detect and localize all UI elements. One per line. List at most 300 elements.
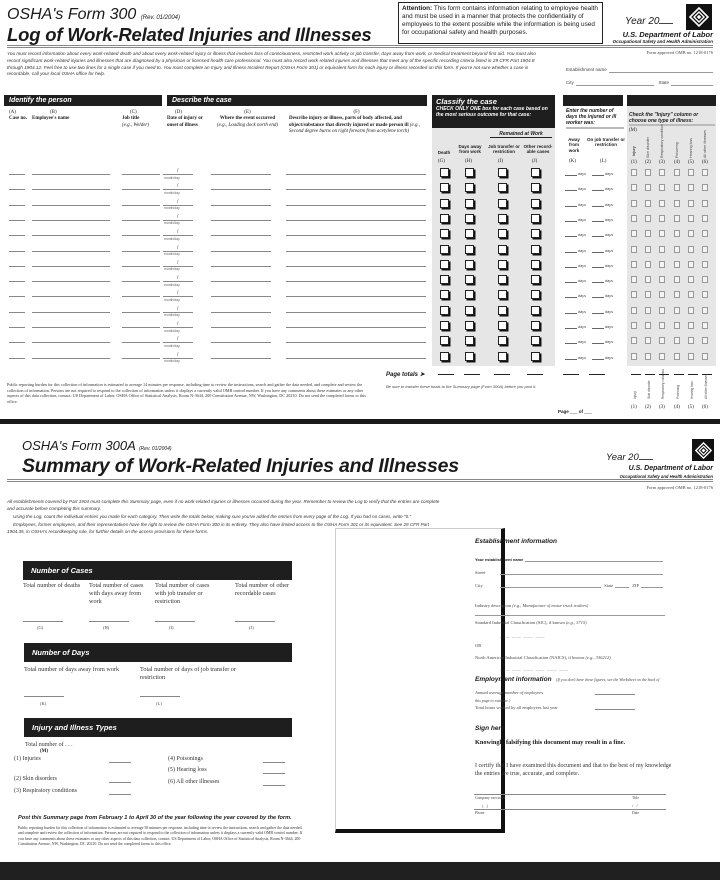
job-transfer-checkbox[interactable] — [498, 321, 507, 330]
illness-type-code: (6) — [702, 160, 708, 165]
illness-type-checkbox[interactable] — [674, 322, 680, 329]
intro-para-3: Employees, former employees, and their representatives have the right to review the OSHA Form 300 in its entirety. They also have limited access to the OSHA Form 301 or its equivalent. See 29 CFR Part 1904.35, in OSHA's recordkeeping rule, for further details on the access provisions for these forms. — [7, 521, 430, 534]
col-code: (A) — [9, 110, 16, 115]
death-checkbox[interactable] — [440, 290, 449, 299]
city-state-field[interactable] — [566, 80, 713, 86]
job-transfer-checkbox[interactable] — [498, 183, 507, 192]
job-title-field[interactable] — [122, 342, 160, 343]
illness-type-checkbox[interactable] — [659, 169, 665, 176]
days-restricted-field[interactable] — [592, 229, 618, 237]
illness-type-checkbox[interactable] — [659, 261, 665, 268]
illness-type-checkbox[interactable] — [688, 246, 694, 253]
days-total-field[interactable] — [24, 696, 64, 697]
illness-type-checkbox[interactable] — [631, 246, 637, 253]
job-title-field[interactable] — [122, 281, 160, 282]
year-field-300a[interactable] — [606, 452, 653, 463]
days-away-field[interactable] — [565, 321, 591, 329]
employee-name-field[interactable] — [32, 296, 110, 297]
illness-type-checkbox[interactable] — [702, 322, 708, 329]
job-title-field[interactable] — [122, 189, 160, 190]
job-transfer-checkbox[interactable] — [498, 290, 507, 299]
job-transfer-checkbox[interactable] — [498, 352, 507, 361]
days-away-field[interactable] — [565, 199, 591, 207]
illness-type-code: (4) — [674, 160, 680, 165]
city-label: City — [475, 583, 483, 588]
days-away-checkbox[interactable] — [465, 199, 474, 208]
event-location-field[interactable] — [211, 358, 271, 359]
illness-type-checkbox[interactable] — [631, 353, 637, 360]
illness-type-checkbox[interactable] — [674, 261, 680, 268]
illness-type-checkbox[interactable] — [702, 291, 708, 298]
illness-type-checkbox[interactable] — [702, 353, 708, 360]
date-slash: / — [177, 351, 179, 358]
illness-type-checkbox[interactable] — [674, 291, 680, 298]
injury-description-field[interactable] — [286, 342, 426, 343]
date-field[interactable] — [163, 289, 193, 303]
days-away-field[interactable] — [565, 352, 591, 360]
illness-type-checkbox[interactable] — [702, 337, 708, 344]
event-location-field[interactable] — [211, 312, 271, 313]
illness-type-checkbox[interactable] — [645, 261, 651, 268]
days-unit: days — [605, 248, 614, 253]
other-recordable-checkbox[interactable] — [531, 306, 540, 315]
days-away-field[interactable] — [565, 336, 591, 344]
illness-type-checkbox[interactable] — [631, 184, 637, 191]
injury-description-field[interactable] — [286, 327, 426, 328]
other-recordable-checkbox[interactable] — [531, 290, 540, 299]
job-transfer-checkbox[interactable] — [498, 245, 507, 254]
days-restricted-field[interactable] — [592, 275, 618, 283]
illness-type-checkbox[interactable] — [645, 353, 651, 360]
illness-type-checkbox[interactable] — [645, 307, 651, 314]
employee-name-field[interactable] — [32, 205, 110, 206]
illness-type-checkbox[interactable] — [688, 215, 694, 222]
illness-type-total-field[interactable] — [109, 762, 131, 763]
days-away-field[interactable] — [565, 260, 591, 268]
job-title-field[interactable] — [122, 266, 160, 267]
employee-name-field[interactable] — [32, 189, 110, 190]
days-away-field[interactable] — [565, 214, 591, 222]
total-hours-worked-field[interactable] — [475, 705, 635, 710]
illness-type-checkbox[interactable] — [688, 200, 694, 207]
illness-type-checkbox[interactable] — [659, 246, 665, 253]
case-number-field[interactable] — [9, 281, 25, 282]
page-total-line[interactable] — [494, 374, 510, 375]
days-away-checkbox[interactable] — [465, 321, 474, 330]
illness-type-checkbox[interactable] — [631, 291, 637, 298]
job-title-field[interactable] — [122, 235, 160, 236]
page-total-line[interactable] — [527, 374, 543, 375]
event-location-field[interactable] — [211, 251, 271, 252]
illness-type-checkbox[interactable] — [688, 353, 694, 360]
illness-type-checkbox[interactable] — [659, 200, 665, 207]
illness-type-label: (3) Respiratory conditions — [14, 788, 77, 794]
death-checkbox[interactable] — [440, 199, 449, 208]
illness-type-checkbox[interactable] — [645, 291, 651, 298]
days-restricted-field[interactable] — [592, 321, 618, 329]
days-blank — [592, 252, 604, 253]
job-transfer-checkbox[interactable] — [498, 199, 507, 208]
case-number-field[interactable] — [9, 358, 25, 359]
death-checkbox[interactable] — [440, 245, 449, 254]
illness-type-checkbox[interactable] — [674, 353, 680, 360]
illness-type-checkbox[interactable] — [688, 307, 694, 314]
days-restricted-field[interactable] — [592, 168, 618, 176]
job-title-field[interactable] — [122, 296, 160, 297]
page-number-field[interactable]: Page ___ of ___ — [558, 409, 592, 414]
job-title-field[interactable] — [122, 220, 160, 221]
employee-name-field[interactable] — [32, 312, 110, 313]
page-label: Page — [558, 409, 569, 414]
illness-type-checkbox[interactable] — [674, 246, 680, 253]
days-restricted-field[interactable] — [592, 352, 618, 360]
illness-type-code: (1) — [631, 160, 637, 165]
date-field[interactable] — [163, 351, 193, 365]
days-blank — [592, 190, 604, 191]
page-total-line[interactable] — [438, 374, 454, 375]
days-restricted-field[interactable] — [592, 199, 618, 207]
date-field[interactable] — [163, 320, 193, 334]
illness-type-checkbox[interactable] — [659, 230, 665, 237]
field-line — [475, 608, 665, 616]
illness-type-checkbox[interactable] — [702, 230, 708, 237]
case-number-field[interactable] — [9, 189, 25, 190]
type-section-header — [627, 95, 716, 106]
days-away-checkbox[interactable] — [465, 352, 474, 361]
illness-type-checkbox[interactable] — [674, 200, 680, 207]
illness-type-checkbox[interactable] — [688, 230, 694, 237]
case-number-field[interactable] — [9, 327, 25, 328]
establishment-label: Establishment name — [566, 67, 607, 72]
injury-description-field[interactable] — [286, 358, 426, 359]
injury-description-field[interactable] — [286, 312, 426, 313]
log-row — [0, 289, 720, 304]
illness-type-checkbox[interactable] — [659, 353, 665, 360]
illness-type-checkbox[interactable] — [688, 184, 694, 191]
job-title-field[interactable] — [122, 251, 160, 252]
job-transfer-checkbox[interactable] — [498, 275, 507, 284]
date-field[interactable] — [163, 274, 193, 288]
job-transfer-checkbox[interactable] — [498, 306, 507, 315]
death-checkbox[interactable] — [440, 336, 449, 345]
job-title-field[interactable] — [122, 312, 160, 313]
employee-name-field[interactable] — [32, 251, 110, 252]
illness-type-total-field[interactable] — [109, 782, 131, 783]
days-restricted-field[interactable] — [592, 306, 618, 314]
log-row — [0, 244, 720, 259]
death-checkbox[interactable] — [440, 229, 449, 238]
death-checkbox[interactable] — [440, 183, 449, 192]
job-title-field[interactable] — [122, 205, 160, 206]
date-slash: / — [177, 259, 179, 266]
case-number-field[interactable] — [9, 235, 25, 236]
page-total-line[interactable] — [563, 374, 579, 375]
days-away-field[interactable] — [565, 168, 591, 176]
illness-type-checkbox[interactable] — [674, 276, 680, 283]
date-field[interactable] — [163, 335, 193, 349]
illness-type-checkbox[interactable] — [631, 215, 637, 222]
other-recordable-checkbox[interactable] — [531, 183, 540, 192]
event-location-field[interactable] — [211, 174, 271, 175]
days-restricted-field[interactable] — [592, 290, 618, 298]
days-away-checkbox[interactable] — [465, 260, 474, 269]
days-blank — [565, 252, 577, 253]
days-away-checkbox[interactable] — [465, 229, 474, 238]
death-checkbox[interactable] — [440, 168, 449, 177]
illness-type-checkbox[interactable] — [631, 169, 637, 176]
other-recordable-checkbox[interactable] — [531, 321, 540, 330]
event-location-field[interactable] — [211, 220, 271, 221]
date-field[interactable] — [163, 198, 193, 212]
agency-name: Occupational Safety and Health Administration — [612, 39, 713, 44]
death-checkbox[interactable] — [440, 214, 449, 223]
other-recordable-checkbox[interactable] — [531, 352, 540, 361]
other-recordable-checkbox[interactable] — [531, 275, 540, 284]
illness-type-checkbox[interactable] — [674, 169, 680, 176]
sic-field[interactable] — [475, 620, 665, 638]
case-number-field[interactable] — [9, 205, 25, 206]
injury-description-field[interactable] — [286, 235, 426, 236]
form-name: OSHA's Form 300 — [7, 6, 137, 23]
days-restricted-field[interactable] — [592, 245, 618, 253]
illness-type-checkbox[interactable] — [645, 337, 651, 344]
year-field[interactable] — [625, 16, 673, 27]
illness-type-label: All other illnesses — [704, 374, 708, 399]
street-field[interactable] — [475, 570, 663, 575]
other-recordable-checkbox[interactable] — [531, 229, 540, 238]
illness-type-checkbox[interactable] — [645, 246, 651, 253]
illness-type-checkbox[interactable] — [688, 291, 694, 298]
death-checkbox[interactable] — [440, 275, 449, 284]
death-checkbox[interactable] — [440, 321, 449, 330]
industry-description-field[interactable] — [475, 603, 665, 616]
date-field[interactable] — [163, 244, 193, 258]
days-away-field[interactable] — [565, 229, 591, 237]
illness-type-checkbox[interactable] — [674, 307, 680, 314]
days-away-field[interactable] — [565, 245, 591, 253]
job-title-field[interactable] — [122, 327, 160, 328]
injury-description-field[interactable] — [286, 281, 426, 282]
establishment-name-field[interactable] — [566, 67, 713, 73]
illness-type-checkbox[interactable] — [631, 337, 637, 344]
illness-type-total-field[interactable] — [109, 794, 131, 795]
death-checkbox[interactable] — [440, 306, 449, 315]
illness-type-checkbox[interactable] — [631, 307, 637, 314]
illness-type-checkbox[interactable] — [631, 261, 637, 268]
illness-type-code: (6) — [702, 405, 708, 410]
signature-line[interactable] — [474, 794, 666, 795]
death-checkbox[interactable] — [440, 352, 449, 361]
date-field[interactable] — [163, 305, 193, 319]
event-location-field[interactable] — [211, 266, 271, 267]
date-hint: month/day — [164, 359, 180, 364]
illness-type-checkbox[interactable] — [645, 169, 651, 176]
case-number-field[interactable] — [9, 296, 25, 297]
case-total-field[interactable] — [23, 621, 63, 622]
employee-name-field[interactable] — [32, 327, 110, 328]
employee-name-field[interactable] — [32, 266, 110, 267]
employee-name-field[interactable] — [32, 220, 110, 221]
illness-type-checkbox[interactable] — [645, 230, 651, 237]
job-transfer-checkbox[interactable] — [498, 260, 507, 269]
phone-date-line[interactable] — [474, 809, 666, 810]
illness-type-checkbox[interactable] — [645, 184, 651, 191]
days-away-field[interactable] — [565, 183, 591, 191]
job-transfer-checkbox[interactable] — [498, 214, 507, 223]
field-hint: (e.g., Manufacture of motor truck trailers) — [512, 603, 589, 608]
other-recordable-checkbox[interactable] — [531, 214, 540, 223]
case-number-field[interactable] — [9, 342, 25, 343]
date-field[interactable] — [163, 182, 193, 196]
date-field[interactable] — [163, 259, 193, 273]
illness-type-checkbox[interactable] — [674, 230, 680, 237]
illness-type-checkbox[interactable] — [702, 276, 708, 283]
other-recordable-checkbox[interactable] — [531, 260, 540, 269]
injury-description-field[interactable] — [286, 296, 426, 297]
case-total-field[interactable] — [89, 621, 129, 622]
employee-name-field[interactable] — [32, 235, 110, 236]
illness-type-checkbox[interactable] — [659, 307, 665, 314]
days-away-checkbox[interactable] — [465, 336, 474, 345]
illness-type-checkbox[interactable] — [674, 215, 680, 222]
illness-type-checkbox[interactable] — [674, 337, 680, 344]
page-total-line[interactable] — [589, 374, 605, 375]
illness-type-checkbox[interactable] — [688, 322, 694, 329]
illness-type-checkbox[interactable] — [659, 291, 665, 298]
form-name: OSHA's Form 300A — [22, 438, 136, 453]
illness-type-checkbox[interactable] — [688, 276, 694, 283]
col-label: Describe injury or illness, parts of body affected, and object/substance that directly injured or made person ill — [289, 116, 409, 128]
days-away-checkbox[interactable] — [465, 275, 474, 284]
illness-type-checkbox[interactable] — [702, 169, 708, 176]
event-location-field[interactable] — [211, 281, 271, 282]
employee-name-field[interactable] — [32, 174, 110, 175]
event-location-field[interactable] — [211, 189, 271, 190]
col-c-header — [122, 110, 164, 129]
job-transfer-checkbox[interactable] — [498, 336, 507, 345]
days-restricted-field[interactable] — [592, 214, 618, 222]
event-location-field[interactable] — [211, 342, 271, 343]
injury-description-field[interactable] — [286, 251, 426, 252]
illness-type-checkbox[interactable] — [702, 200, 708, 207]
illness-type-checkbox[interactable] — [702, 184, 708, 191]
job-title-field[interactable] — [122, 358, 160, 359]
date-field[interactable] — [163, 228, 193, 242]
employee-name-field[interactable] — [32, 281, 110, 282]
illness-type-checkbox[interactable] — [702, 261, 708, 268]
page-total-line[interactable] — [464, 374, 480, 375]
other-recordable-checkbox[interactable] — [531, 168, 540, 177]
days-away-field[interactable] — [565, 306, 591, 314]
death-checkbox[interactable] — [440, 260, 449, 269]
days-blank — [565, 343, 577, 344]
illness-type-checkbox[interactable] — [688, 337, 694, 344]
event-location-field[interactable] — [211, 327, 271, 328]
city-state-zip-field[interactable] — [475, 583, 663, 588]
of-label: of — [578, 409, 584, 414]
employee-name-field[interactable] — [32, 358, 110, 359]
days-away-checkbox[interactable] — [465, 245, 474, 254]
days-away-checkbox[interactable] — [465, 306, 474, 315]
case-number-field[interactable] — [9, 220, 25, 221]
injury-description-field[interactable] — [286, 220, 426, 221]
case-number-field[interactable] — [9, 312, 25, 313]
date-field[interactable] — [163, 213, 193, 227]
illness-type-checkbox[interactable] — [645, 200, 651, 207]
case-number-field[interactable] — [9, 174, 25, 175]
days-restricted-field[interactable] — [592, 183, 618, 191]
job-transfer-checkbox[interactable] — [498, 229, 507, 238]
illness-type-checkbox[interactable] — [674, 184, 680, 191]
illness-type-checkbox[interactable] — [631, 230, 637, 237]
days-away-checkbox[interactable] — [465, 183, 474, 192]
illness-type-checkbox[interactable] — [702, 246, 708, 253]
date-field[interactable] — [163, 167, 193, 181]
days-away-field[interactable] — [565, 290, 591, 298]
other-recordable-checkbox[interactable] — [531, 245, 540, 254]
days-away-checkbox[interactable] — [465, 168, 474, 177]
establishment-name-field[interactable] — [475, 557, 663, 562]
event-location-field[interactable] — [211, 296, 271, 297]
illness-type-total-field[interactable] — [263, 785, 285, 786]
days-away-checkbox[interactable] — [465, 290, 474, 299]
illness-type-total-field[interactable] — [263, 762, 285, 763]
illness-type-checkbox[interactable] — [659, 215, 665, 222]
injury-description-field[interactable] — [286, 205, 426, 206]
date-slash: / — [177, 305, 179, 312]
illness-type-label: Respiratory condition — [661, 369, 665, 399]
illness-type-checkbox[interactable] — [631, 322, 637, 329]
other-recordable-checkbox[interactable] — [531, 199, 540, 208]
illness-type-total-field[interactable] — [263, 773, 285, 774]
illness-type-checkbox[interactable] — [688, 169, 694, 176]
annual-average-employees-field[interactable] — [475, 690, 635, 695]
days-restricted-field[interactable] — [592, 260, 618, 268]
illness-type-checkbox[interactable] — [645, 322, 651, 329]
event-location-field[interactable] — [211, 235, 271, 236]
days-restricted-field[interactable] — [592, 336, 618, 344]
illness-type-checkbox[interactable] — [631, 200, 637, 207]
illness-type-checkbox[interactable] — [659, 276, 665, 283]
days-total-field[interactable] — [140, 696, 180, 697]
case-total-field[interactable] — [155, 621, 195, 622]
injury-description-field[interactable] — [286, 174, 426, 175]
case-total-field[interactable] — [235, 621, 275, 622]
job-title-field[interactable] — [122, 174, 160, 175]
employee-name-field[interactable] — [32, 342, 110, 343]
injury-description-field[interactable] — [286, 189, 426, 190]
injury-description-field[interactable] — [286, 266, 426, 267]
illness-type-checkbox[interactable] — [631, 276, 637, 283]
illness-type-checkbox[interactable] — [702, 215, 708, 222]
remained-at-work-label: Remained at Work — [490, 131, 552, 138]
illness-type-checkbox[interactable] — [659, 337, 665, 344]
case-number-field[interactable] — [9, 251, 25, 252]
days-blank — [592, 313, 604, 314]
illness-type-checkbox[interactable] — [659, 322, 665, 329]
other-recordable-checkbox[interactable] — [531, 336, 540, 345]
job-transfer-checkbox[interactable] — [498, 168, 507, 177]
event-location-field[interactable] — [211, 205, 271, 206]
days-away-field[interactable] — [565, 275, 591, 283]
case-number-field[interactable] — [9, 266, 25, 267]
illness-type-checkbox[interactable] — [688, 261, 694, 268]
illness-type-checkbox[interactable] — [645, 215, 651, 222]
illness-type-checkbox[interactable] — [702, 307, 708, 314]
days-away-checkbox[interactable] — [465, 214, 474, 223]
illness-type-checkbox[interactable] — [659, 184, 665, 191]
illness-type-checkbox[interactable] — [645, 276, 651, 283]
